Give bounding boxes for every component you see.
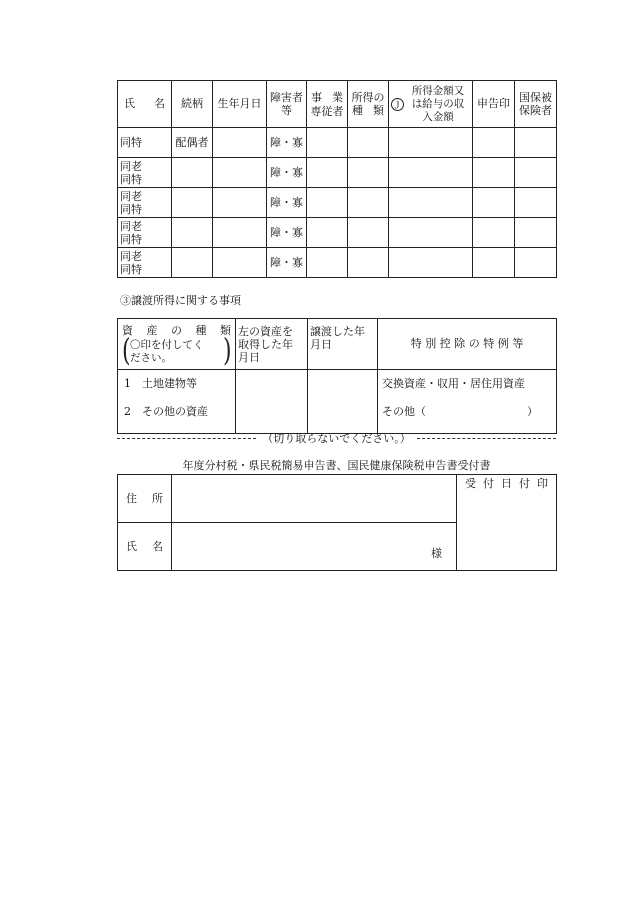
stamp-label: 受 付 日 付 印 xyxy=(465,477,548,490)
name-label: 氏 名 xyxy=(118,523,172,571)
family-row-disabled[interactable]: 障・寡 xyxy=(267,128,307,158)
special-items[interactable] xyxy=(378,370,557,434)
cut-line xyxy=(117,430,556,446)
header-special: 特 別 控 除 の 特 例 等 xyxy=(378,319,557,370)
family-row-employee[interactable] xyxy=(307,218,348,248)
family-row-birthdate[interactable] xyxy=(213,248,267,278)
family-row-stamp[interactable] xyxy=(473,248,515,278)
bracket-right-icon: ) xyxy=(223,333,232,369)
family-row xyxy=(118,218,557,248)
asset-note: ( 〇印を付してく ださい。 ) xyxy=(122,333,232,369)
family-row-income-type[interactable] xyxy=(348,128,389,158)
family-row-name[interactable]: 同老 同特 xyxy=(118,188,172,218)
family-row-relation[interactable]: 配偶者 xyxy=(172,128,213,158)
family-row-stamp[interactable] xyxy=(473,218,515,248)
family-row-name[interactable]: 同特 xyxy=(118,128,172,158)
acquired-date-field[interactable] xyxy=(236,370,308,434)
honorific: 様 xyxy=(431,546,442,560)
family-table xyxy=(117,80,557,278)
header-employee: 事 業 専従者 xyxy=(307,81,348,128)
family-row-employee[interactable] xyxy=(307,158,348,188)
address-field[interactable] xyxy=(172,475,457,523)
family-row-name[interactable]: 同老 同特 xyxy=(118,218,172,248)
family-row-income-amount[interactable] xyxy=(389,158,473,188)
family-row-name[interactable]: 同老 同特 xyxy=(118,248,172,278)
family-row-income-amount[interactable] xyxy=(389,218,473,248)
family-row-employee[interactable] xyxy=(307,248,348,278)
address-label: 住 所 xyxy=(118,475,172,523)
header-relation: 続柄 xyxy=(172,81,213,128)
special-other[interactable]: その他（ ） xyxy=(382,405,538,418)
family-row-stamp[interactable] xyxy=(473,188,515,218)
header-asset-type: 資 産 の 種 類 ( 〇印を付してく ださい。 ) xyxy=(118,319,236,370)
dashed-line xyxy=(417,438,556,439)
family-row-employee[interactable] xyxy=(307,188,348,218)
transfer-table xyxy=(117,318,557,434)
transferred-date-field[interactable] xyxy=(308,370,378,434)
dashed-line xyxy=(117,438,256,439)
family-row-disabled[interactable]: 障・寡 xyxy=(267,158,307,188)
name-field[interactable] xyxy=(172,523,457,571)
cut-line-text: （切り取らないでください。） xyxy=(262,432,411,445)
asset-list[interactable] xyxy=(118,370,236,434)
family-row-insured[interactable] xyxy=(515,158,557,188)
asset-land-building[interactable]: 1 土地建物等 xyxy=(124,377,197,390)
family-table-header xyxy=(118,81,557,128)
family-row-income-amount[interactable] xyxy=(389,128,473,158)
family-row-birthdate[interactable] xyxy=(213,128,267,158)
family-row-disabled[interactable]: 障・寡 xyxy=(267,218,307,248)
bracket-left-icon: ( xyxy=(122,333,131,369)
family-row-stamp[interactable] xyxy=(473,158,515,188)
family-row xyxy=(118,128,557,158)
transfer-section-title: ③譲渡所得に関する事項 xyxy=(120,294,241,307)
family-row xyxy=(118,248,557,278)
family-row-relation[interactable] xyxy=(172,158,213,188)
receipt-table xyxy=(117,474,557,571)
header-transferred: 譲渡した年 月日 xyxy=(308,319,378,370)
header-acquired: 左の資産を 取得した年 月日 xyxy=(236,319,308,370)
family-row-income-amount[interactable] xyxy=(389,188,473,218)
header-disabled: 障害者 等 xyxy=(267,81,307,128)
family-row xyxy=(118,188,557,218)
family-row-income-type[interactable] xyxy=(348,158,389,188)
asset-other[interactable]: 2 その他の資産 xyxy=(124,405,208,418)
family-row-birthdate[interactable] xyxy=(213,158,267,188)
family-row-relation[interactable] xyxy=(172,248,213,278)
receipt-stamp-area xyxy=(457,475,557,571)
family-row-birthdate[interactable] xyxy=(213,188,267,218)
header-insured: 国保被 保険者 xyxy=(515,81,557,128)
family-row-insured[interactable] xyxy=(515,218,557,248)
family-row-disabled[interactable]: 障・寡 xyxy=(267,248,307,278)
family-row-relation[interactable] xyxy=(172,218,213,248)
family-row-income-type[interactable] xyxy=(348,188,389,218)
family-row-insured[interactable] xyxy=(515,188,557,218)
family-row xyxy=(118,158,557,188)
family-row-employee[interactable] xyxy=(307,128,348,158)
header-name: 氏 名 xyxy=(118,81,172,128)
special-exchange[interactable]: 交換資産・収用・居住用資産 xyxy=(382,377,525,390)
income-marker: ｊ xyxy=(392,98,402,109)
family-row-income-type[interactable] xyxy=(348,218,389,248)
receipt-address-row xyxy=(118,475,557,523)
family-row-income-amount[interactable] xyxy=(389,248,473,278)
family-row-name[interactable]: 同老 同特 xyxy=(118,158,172,188)
header-income-amount: ｊ 所得金額又 は給与の収 入金額 xyxy=(389,81,473,128)
family-row-relation[interactable] xyxy=(172,188,213,218)
family-row-insured[interactable] xyxy=(515,248,557,278)
transfer-table-header xyxy=(118,319,557,370)
header-birthdate: 生年月日 xyxy=(213,81,267,128)
header-stamp: 申告印 xyxy=(473,81,515,128)
family-row-income-type[interactable] xyxy=(348,248,389,278)
family-row-stamp[interactable] xyxy=(473,128,515,158)
family-row-insured[interactable] xyxy=(515,128,557,158)
transfer-row xyxy=(118,370,557,434)
family-row-birthdate[interactable] xyxy=(213,218,267,248)
family-row-disabled[interactable]: 障・寡 xyxy=(267,188,307,218)
receipt-title: 年度分村税・県民税簡易申告書、国民健康保険税申告書受付書 xyxy=(182,459,491,472)
header-income-type: 所得の 種 類 xyxy=(348,81,389,128)
